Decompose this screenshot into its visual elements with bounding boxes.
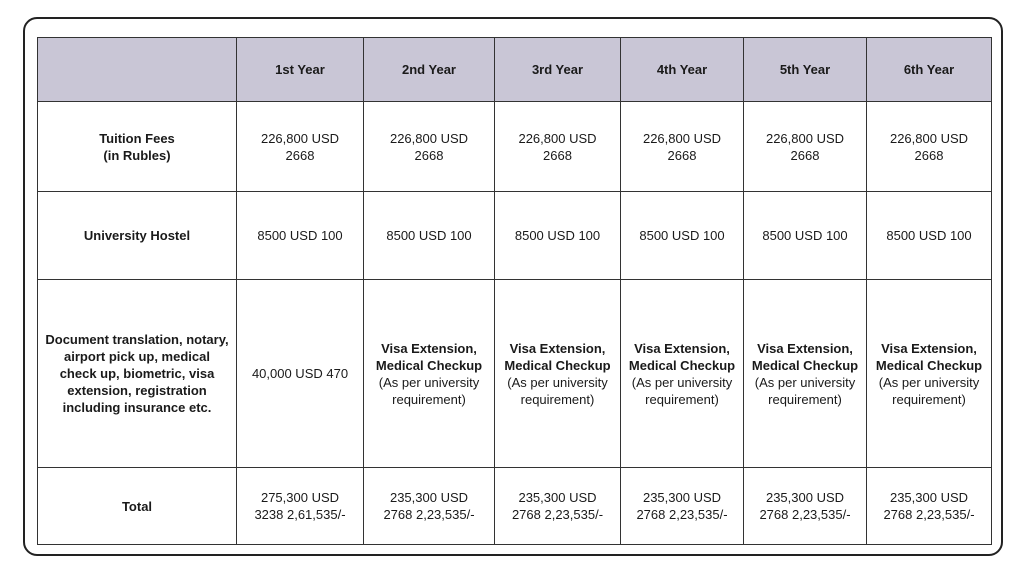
visa-medical-bold: Visa Extension, Medical Checkup (375, 340, 483, 373)
total-line1: 235,300 USD (642, 490, 722, 505)
total-year-6 (867, 468, 992, 545)
tuition-rub: 226,800 USD (260, 130, 340, 146)
hostel-year-5: 8500 USD 100 (744, 192, 867, 280)
tuition-usd: 2668 (543, 147, 572, 163)
tuition-label-line1: Tuition Fees (99, 130, 175, 146)
tuition-year-6 (867, 102, 992, 192)
hostel-label: University Hostel (38, 192, 237, 280)
hostel-year-4: 8500 USD 100 (621, 192, 744, 280)
header-year-1: 1st Year (237, 38, 364, 102)
total-line1: 275,300 USD (260, 490, 340, 505)
requirement-note: (As per university requirement) (378, 374, 480, 407)
header-year-2: 2nd Year (364, 38, 495, 102)
total-line2: 2768 2,23,535/- (383, 507, 475, 522)
total-year-3 (495, 468, 621, 545)
total-year-1 (237, 468, 364, 545)
tuition-year-5 (744, 102, 867, 192)
requirement-note: (As per university requirement) (754, 374, 856, 407)
header-year-3: 3rd Year (495, 38, 621, 102)
visa-medical-bold: Visa Extension, Medical Checkup (504, 340, 611, 373)
tuition-rub: 226,800 USD (765, 130, 845, 146)
documents-year-5 (744, 280, 867, 468)
tuition-rub: 226,800 USD (642, 130, 722, 146)
total-line1: 235,300 USD (518, 490, 597, 505)
visa-medical-bold: Visa Extension, Medical Checkup (751, 340, 859, 373)
total-line1: 235,300 USD (765, 490, 845, 505)
hostel-year-2: 8500 USD 100 (364, 192, 495, 280)
documents-label: Document translation, notary, airport pick up, medical check up, biometric, visa extension, registration including insurance etc. (38, 280, 237, 468)
tuition-label (38, 102, 237, 192)
tuition-rub: 226,800 USD (389, 130, 469, 146)
total-line2: 2768 2,23,535/- (759, 507, 851, 522)
tuition-year-4 (621, 102, 744, 192)
fee-table (37, 37, 992, 545)
tuition-usd: 2668 (285, 147, 315, 163)
tuition-rub: 226,800 USD (889, 130, 969, 146)
hostel-row (38, 192, 992, 280)
documents-year-6 (867, 280, 992, 468)
tuition-year-1 (237, 102, 364, 192)
visa-medical-bold: Visa Extension, Medical Checkup (875, 340, 983, 373)
hostel-year-1: 8500 USD 100 (237, 192, 364, 280)
tuition-year-2 (364, 102, 495, 192)
requirement-note: (As per university requirement) (878, 374, 980, 407)
documents-year-4 (621, 280, 744, 468)
tuition-usd: 2668 (667, 147, 697, 163)
requirement-note: (As per university requirement) (631, 374, 733, 407)
tuition-usd: 2668 (914, 147, 944, 163)
tuition-rub: 226,800 USD (518, 130, 597, 146)
total-year-4 (621, 468, 744, 545)
requirement-note: (As per university requirement) (507, 374, 608, 407)
header-row (38, 38, 992, 102)
header-corner-cell (38, 38, 237, 102)
documents-year-3 (495, 280, 621, 468)
header-year-5: 5th Year (744, 38, 867, 102)
total-line2: 2768 2,23,535/- (636, 507, 728, 522)
tuition-usd: 2668 (790, 147, 820, 163)
total-row (38, 468, 992, 545)
hostel-year-3: 8500 USD 100 (495, 192, 621, 280)
total-line2: 2768 2,23,535/- (883, 507, 975, 522)
tuition-year-3 (495, 102, 621, 192)
visa-medical-bold: Visa Extension, Medical Checkup (628, 340, 736, 373)
total-line2: 2768 2,23,535/- (511, 507, 604, 522)
tuition-row (38, 102, 992, 192)
header-year-6: 6th Year (867, 38, 992, 102)
documents-row (38, 280, 992, 468)
total-line2: 3238 2,61,535/- (254, 507, 346, 522)
tuition-usd: 2668 (414, 147, 444, 163)
total-year-2 (364, 468, 495, 545)
header-year-4: 4th Year (621, 38, 744, 102)
total-year-5 (744, 468, 867, 545)
total-line1: 235,300 USD (889, 490, 969, 505)
total-label: Total (38, 468, 237, 545)
hostel-year-6: 8500 USD 100 (867, 192, 992, 280)
documents-year-1: 40,000 USD 470 (237, 280, 364, 468)
tuition-label-line2: (in Rubles) (103, 147, 171, 163)
total-line1: 235,300 USD (389, 490, 469, 505)
documents-year-2 (364, 280, 495, 468)
